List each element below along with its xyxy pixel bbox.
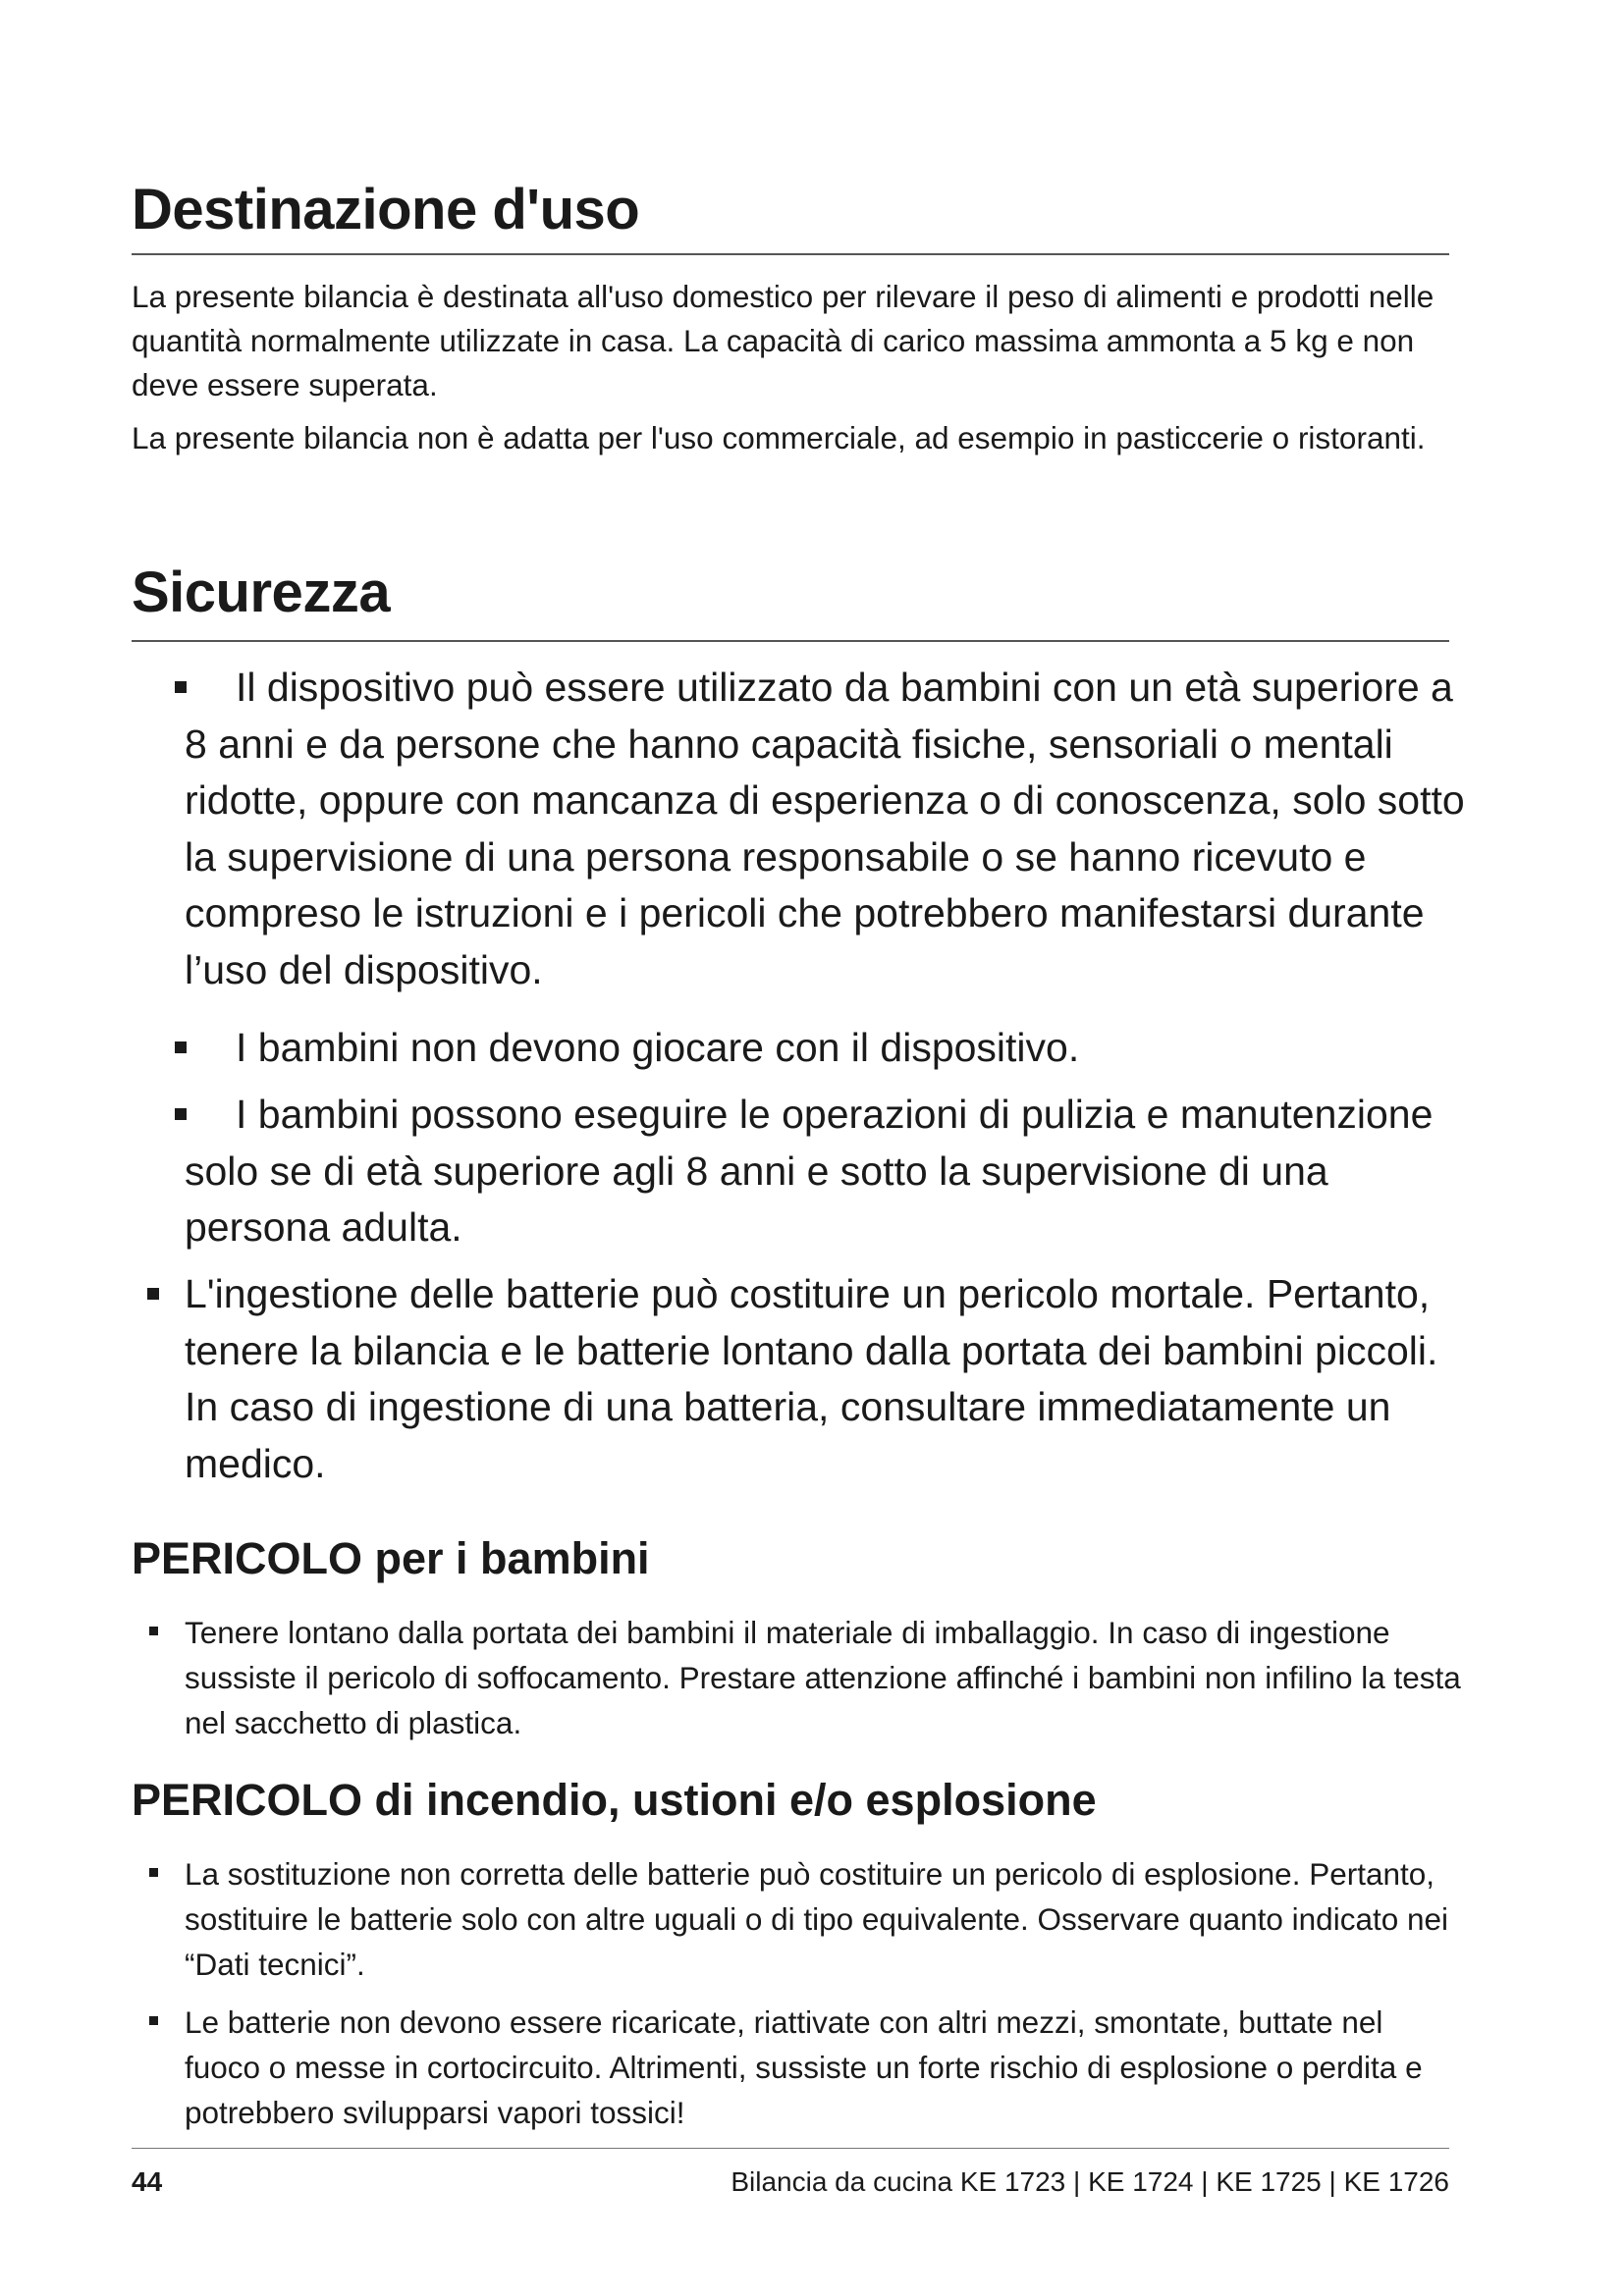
intended-use-paragraph-1: La presente bilancia è destinata all'uso domestico per rilevare il peso di alimenti e prodotti nelle quantità normalmente utilizzate in casa. La capacità di carico massima ammonta a 5 kg e non deve essere superata.	[132, 279, 1435, 402]
bullet-icon	[149, 1627, 158, 1635]
safety-item: I bambini possono eseguire le operazioni di pulizia e manutenzione solo se di età superiore agli 8 anni e sotto la supervisione di una persona adulta.	[185, 1087, 1481, 1256]
page-number: 44	[132, 2166, 163, 2197]
danger-children-heading: PERICOLO per i bambini	[132, 1533, 650, 1583]
footer-title: Bilancia da cucina KE 1723 | KE 1724 | KE 1725 | KE 1726	[731, 2166, 1449, 2197]
danger-fire-item: Le batterie non devono essere ricaricate, riattivate con altri mezzi, smontate, buttate nel fuoco o messe in cortocircuito. Altrimenti, sussiste un forte rischio di esplosione o perdita e potrebbero svilupparsi vapori tossici!	[185, 2000, 1461, 2135]
bullet-icon	[149, 1868, 158, 1877]
safety-item: Il dispositivo può essere utilizzato da bambini con un età superiore a 8 anni e da persone che hanno capacità fisiche, sensoriali o mentali ridotte, oppure con mancanza di esperienza o di conoscenza, solo sotto la supervisione di una persona responsabile o se hanno ricevuto e compreso le istruzioni e i pericoli che potrebbero manifestarsi durante l’uso del dispositivo.	[185, 660, 1481, 998]
danger-fire-item: La sostituzione non corretta delle batterie può costituire un pericolo di esplosione. Pertanto, sostituire le batterie solo con altre uguali o di tipo equivalente. Osservare quanto indicato nei “Dati tecnici”.	[185, 1851, 1461, 1987]
footer-rule	[132, 2148, 1449, 2149]
safety-item: L'ingestione delle batterie può costituire un pericolo mortale. Pertanto, tenere la bilancia e le batterie lontano dalla portata dei bambini piccoli. In caso di ingestione di una batteria, consultare immediatamente un medico.	[185, 1266, 1481, 1492]
bullet-icon	[175, 681, 187, 693]
heading-rule	[132, 640, 1449, 642]
safety-item: I bambini non devono giocare con il dispositivo.	[185, 1020, 1481, 1077]
intended-use-paragraph-2: La presente bilancia non è adatta per l'uso commerciale, ad esempio in pasticcerie o ristoranti.	[132, 420, 1426, 455]
bullet-icon	[175, 1108, 187, 1120]
bullet-icon	[149, 2016, 158, 2025]
danger-fire-heading: PERICOLO di incendio, ustioni e/o esplosione	[132, 1775, 1097, 1825]
heading-rule	[132, 253, 1449, 255]
danger-children-item: Tenere lontano dalla portata dei bambini il materiale di imballaggio. In caso di ingestione sussiste il pericolo di soffocamento. Prestare attenzione affinché i bambini non infilino la testa nel sacchetto di plastica.	[185, 1610, 1461, 1745]
bullet-icon	[147, 1288, 159, 1300]
intended-use-heading: Destinazione d'uso	[132, 178, 640, 241]
safety-heading: Sicurezza	[132, 561, 391, 624]
bullet-icon	[175, 1041, 187, 1053]
